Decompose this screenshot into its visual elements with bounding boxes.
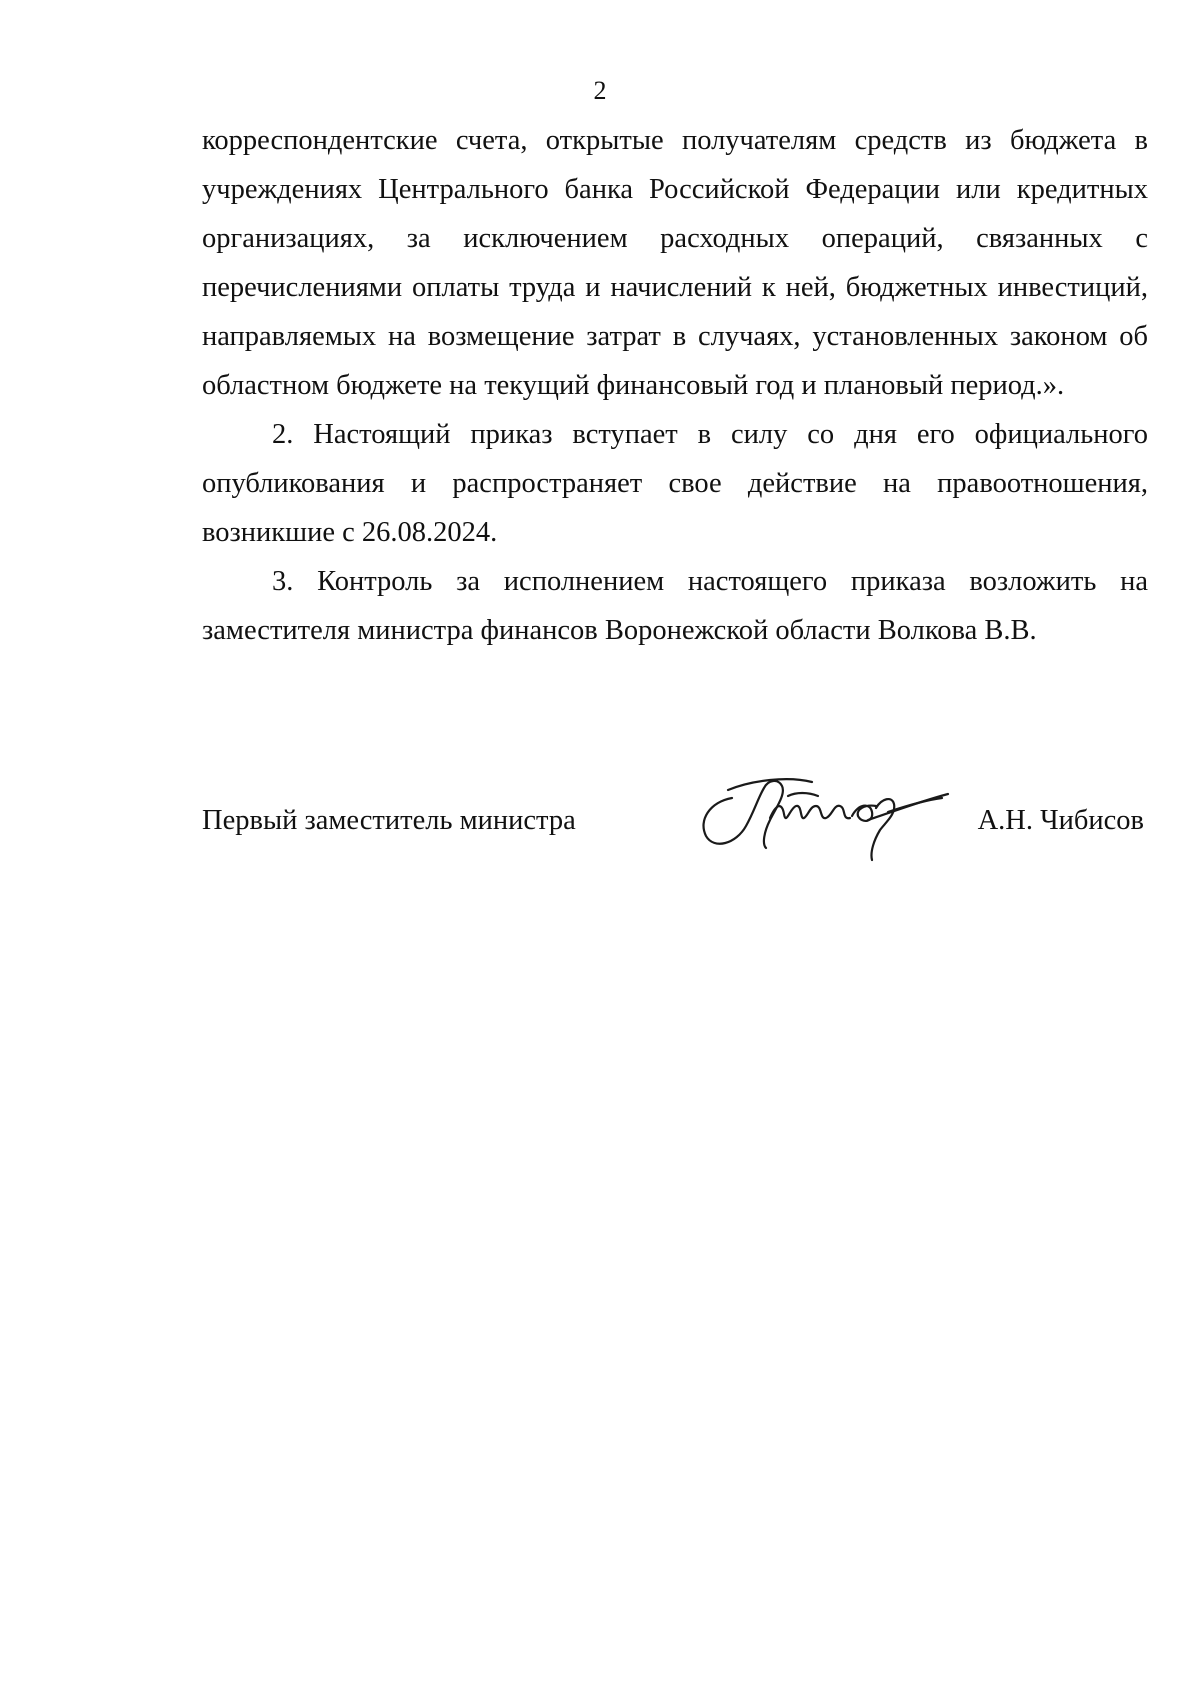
paragraph-continuation: корреспондентские счета, открытые получателям средств из бюджета в учреждениях Центрального банка Российской Федерации или кредитных организациях, за исключением расходных операций, связанных с перечислениями оплаты труда и начислений к ней, бюджетных инвестиций, направляемых на возмещение затрат в случаях, установленных законом об областном бюджете на текущий финансовый год и плановый период.».	[202, 125, 1148, 401]
signature-block	[202, 770, 1148, 880]
signatory-position: Первый заместитель министра	[202, 805, 576, 836]
paragraph-item-3: 3. Контроль за исполнением настоящего приказа возложить на заместителя министра финансов Воронежской области Волкова В.В.	[202, 566, 1148, 646]
handwritten-signature-icon	[692, 768, 952, 868]
document-body	[202, 116, 1148, 655]
page-number: 2	[593, 76, 607, 105]
signatory-name: А.Н. Чибисов	[977, 805, 1144, 836]
paragraph-item-2: 2. Настоящий приказ вступает в силу со дня его официального опубликования и распространяет свое действие на правоотношения, возникшие с 26.08.2024.	[202, 419, 1148, 548]
